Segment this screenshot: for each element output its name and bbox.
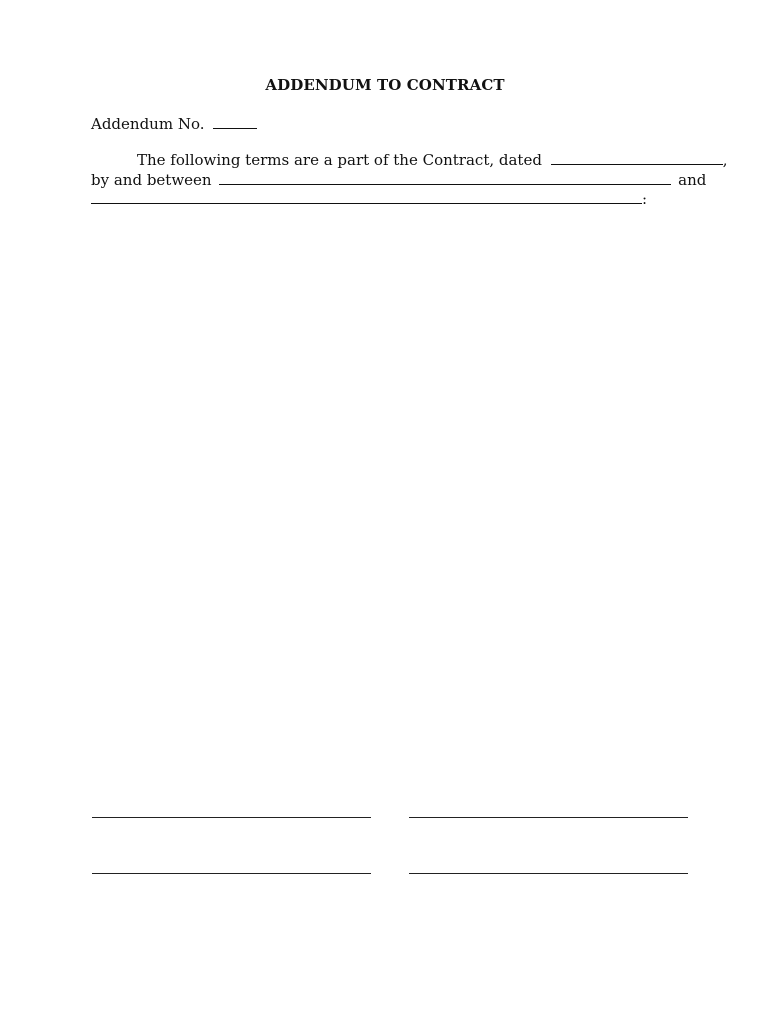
addendum-number-field[interactable] [213, 114, 257, 129]
addendum-number-label: Addendum No. [91, 115, 205, 133]
parties-row [91, 170, 706, 190]
second-party-row [91, 189, 647, 209]
colon-text: : [642, 190, 648, 208]
contract-date-field[interactable] [551, 150, 723, 165]
signature-line-right-1[interactable] [409, 817, 688, 818]
signature-line-left-2[interactable] [92, 873, 371, 874]
document-title: ADDENDUM TO CONTRACT [265, 76, 505, 94]
second-party-field[interactable] [91, 189, 642, 204]
signature-line-left-1[interactable] [92, 817, 371, 818]
addendum-number-row [91, 114, 257, 134]
intro-text: The following terms are a part of the Contract, dated [137, 151, 542, 169]
intro-row [137, 150, 728, 170]
and-text: and [678, 171, 707, 189]
first-party-field[interactable] [219, 170, 671, 185]
comma-text: , [722, 151, 728, 169]
signature-line-right-2[interactable] [409, 873, 688, 874]
by-and-between-text: by and between [91, 171, 212, 189]
